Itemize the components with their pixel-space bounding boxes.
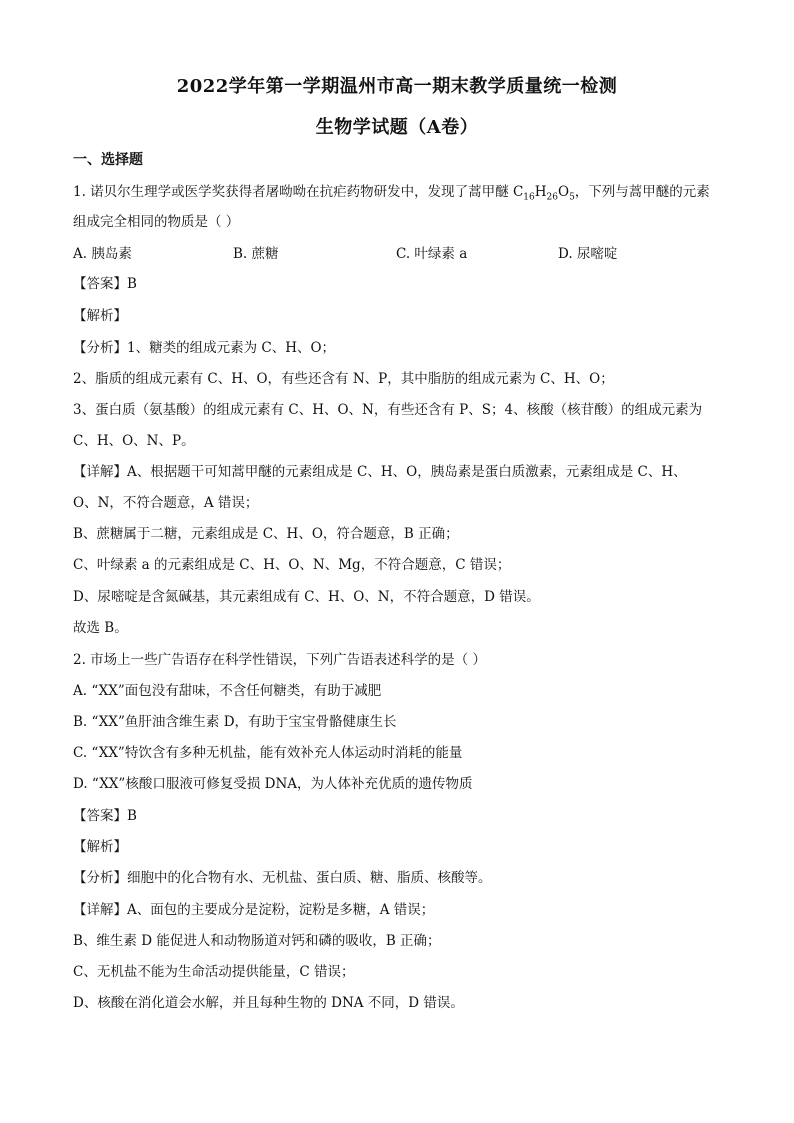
q2-analysis-heading: 【解析】 — [73, 839, 127, 855]
q1-conclusion: 故选 B。 — [73, 620, 128, 636]
q1-detail-4: C、叶绿素 a 的元素组成是 C、H、O、N、Mg，不符合题意，C 错误； — [73, 557, 511, 573]
q1-option-c: C. 叶绿素 a — [396, 246, 468, 262]
q2-option-b: B. “XX”鱼肝油含维生素 D，有助于宝宝骨骼健康生长 — [73, 714, 397, 730]
section-heading: 一、选择题 — [73, 152, 143, 168]
q2-answer: 【答案】B — [73, 808, 137, 824]
q1-option-b: B. 蔗糖 — [233, 246, 279, 262]
q1-stem-pre: 1. 诺贝尔生理学或医学奖获得者屠呦呦在抗疟药物研发中，发现了蒿甲醚 C — [73, 184, 524, 200]
q1-detail-1: 【详解】A、根据题干可知蒿甲醚的元素组成是 C、H、O，胰岛素是蛋白质激素，元素组成是 C、H、 — [73, 464, 687, 480]
q1-analysis-1: 【分析】1、糖类的组成元素为 C、H、O； — [73, 340, 336, 356]
q2-stem: 2. 市场上一些广告语存在科学性错误，下列广告语表述科学的是（ ） — [73, 652, 486, 668]
q2-analysis-1: 【分析】细胞中的化合物有水、无机盐、蛋白质、糖、脂质、核酸等。 — [73, 870, 492, 886]
q1-options — [73, 244, 733, 264]
q1-formula-mid-1: H — [534, 184, 547, 200]
q1-answer: 【答案】B — [73, 276, 137, 292]
q1-analysis-4: C、H、O、N、P。 — [73, 433, 195, 449]
q2-option-d: D. “XX”核酸口服液可修复受损 DNA，为人体补充优质的遗传物质 — [73, 776, 473, 792]
q1-formula-mid-2: O — [557, 184, 570, 200]
document-subtitle: 生物学试题（A卷） — [315, 117, 479, 138]
q2-detail-3: C、无机盐不能为生命活动提供能量，C 错误； — [73, 964, 355, 980]
document-title: 2022学年第一学期温州市高一期末教学质量统一检测 — [176, 76, 618, 97]
q2-option-a: A. “XX”面包没有甜味，不含任何糖类，有助于减肥 — [73, 683, 382, 699]
q1-option-a: A. 胰岛素 — [73, 246, 132, 262]
q2-detail-2: B、维生素 D 能促进人和动物肠道对钙和磷的吸收，B 正确； — [73, 933, 441, 949]
q1-analysis-2: 2、脂质的组成元素有 C、H、O，有些还含有 N、P，其中脂肪的组成元素为 C、H、O； — [73, 371, 614, 387]
q1-formula-sub-2: 26 — [546, 192, 558, 203]
q1-formula-sub-3: 5 — [569, 192, 575, 203]
q1-formula-sub-1: 16 — [523, 192, 535, 203]
q1-detail-3: B、蔗糖属于二糖，元素组成是 C、H、O，符合题意，B 正确； — [73, 526, 459, 542]
q1-stem-post: ，下列与蒿甲醚的元素 — [574, 184, 710, 200]
q1-detail-5: D、尿嘧啶是含氮碱基，其元素组成有 C、H、O、N，不符合题意，D 错误。 — [73, 589, 540, 605]
q2-option-c: C. “XX”特饮含有多种无机盐，能有效补充人体运动时消耗的能量 — [73, 745, 463, 761]
q1-stem-line-2: 组成完全相同的物质是（ ） — [73, 214, 240, 230]
q2-detail-4: D、核酸在消化道会水解，并且每种生物的 DNA 不同，D 错误。 — [73, 995, 464, 1011]
q1-analysis-3: 3、蛋白质（氨基酸）的组成元素有 C、H、O、N，有些还含有 P、S；4、核酸（核苷酸）的组成元素为 — [73, 402, 703, 418]
q2-detail-1: 【详解】A、面包的主要成分是淀粉，淀粉是多糖，A 错误； — [73, 902, 435, 918]
q1-detail-2: O、N，不符合题意，A 错误； — [73, 495, 259, 511]
q1-analysis-heading: 【解析】 — [73, 308, 127, 324]
q1-option-d: D. 尿嘧啶 — [558, 246, 618, 262]
q1-stem-line-1 — [73, 182, 733, 202]
